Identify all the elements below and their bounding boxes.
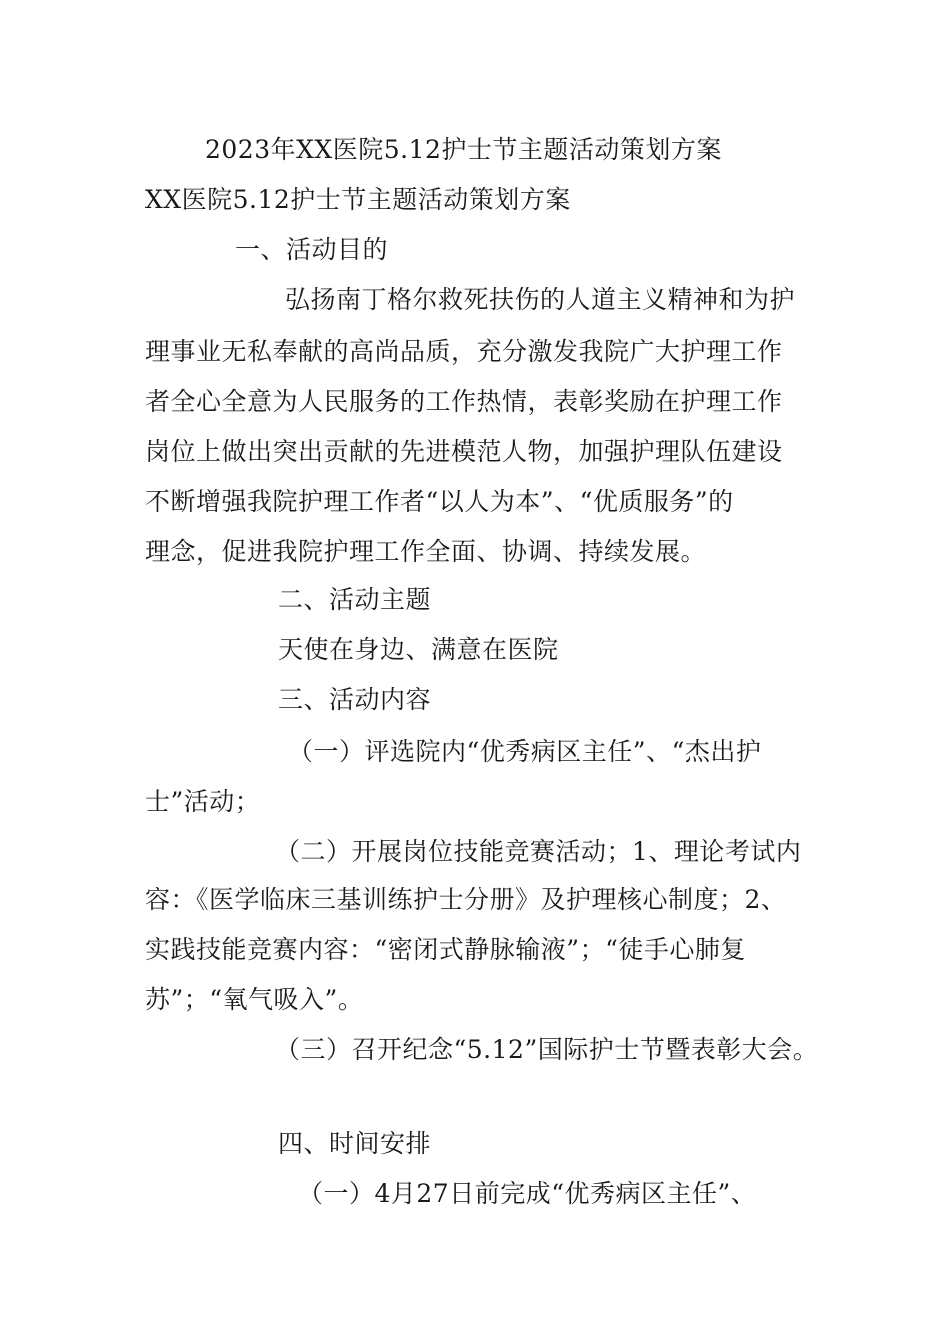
list-item-line: 容：《医学临床三基训练护士分册》及护理核心制度；2、: [145, 885, 787, 914]
section-heading-content: 三、活动内容: [278, 685, 432, 714]
section-heading-purpose: 一、活动目的: [235, 235, 389, 264]
list-item-line: （三）召开纪念“5.12”国际护士节暨表彰大会。: [275, 1035, 819, 1064]
paragraph-line: 者全心全意为人民服务的工作热情，表彰奖励在护理工作: [145, 387, 783, 416]
section-heading-schedule: 四、时间安排: [278, 1129, 432, 1158]
theme-text: 天使在身边、满意在医院: [278, 635, 559, 664]
paragraph-line: 理事业无私奉献的高尚品质，充分激发我院广大护理工作: [145, 337, 783, 366]
list-item-line: 实践技能竞赛内容：“密闭式静脉输液”；“徒手心肺复: [145, 935, 746, 964]
document-title: 2023年XX医院5.12护士节主题活动策划方案: [205, 135, 722, 164]
list-item-line: （二）开展岗位技能竞赛活动；1、理论考试内: [275, 837, 802, 866]
paragraph-line: 理念，促进我院护理工作全面、协调、持续发展。: [145, 537, 707, 566]
document-subtitle: XX医院5.12护士节主题活动策划方案: [145, 185, 571, 214]
list-item-line: （一）4月27日前完成“优秀病区主任”、: [298, 1179, 757, 1208]
paragraph-line: 岗位上做出突出贡献的先进模范人物，加强护理队伍建设: [145, 437, 783, 466]
list-item-line: 士”活动；: [145, 787, 261, 816]
paragraph-line: 不断增强我院护理工作者“以人为本”、“优质服务”的: [145, 487, 734, 516]
section-heading-theme: 二、活动主题: [278, 585, 432, 614]
list-item-line: 苏”；“氧气吸入”。: [145, 985, 364, 1014]
paragraph-line: 弘扬南丁格尔救死扶伤的人道主义精神和为护: [285, 285, 796, 314]
list-item-line: （一）评选院内“优秀病区主任”、“杰出护: [288, 737, 762, 766]
